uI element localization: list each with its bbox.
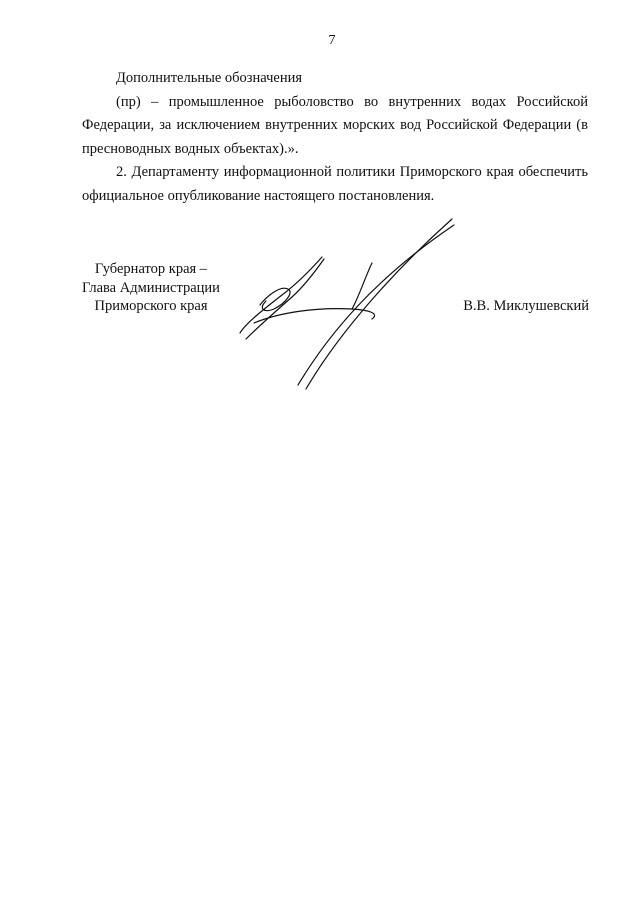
notation-paragraph: (пр) – промышленное рыболовство во внутренних водах Российской Федерации, за исключением внутренних морских вод Российской Федерации (в пресноводных водных объектах).».	[82, 93, 588, 157]
document-body	[82, 67, 588, 208]
signer-name: В.В. Миклушевский	[463, 298, 589, 314]
position-line: Глава Администрации	[82, 279, 220, 296]
position-line: Приморского края	[94, 298, 208, 314]
signatory-position	[80, 260, 222, 316]
page-number: 7	[328, 33, 336, 48]
position-line: Губернатор края –	[94, 261, 208, 277]
instruction-paragraph: 2. Департаменту информационной политики Приморского края обеспечить официальное опубликование настоящего постановления.	[82, 164, 588, 204]
handwritten-signature-icon	[236, 215, 456, 395]
additional-notations-heading: Дополнительные обозначения	[116, 70, 303, 86]
